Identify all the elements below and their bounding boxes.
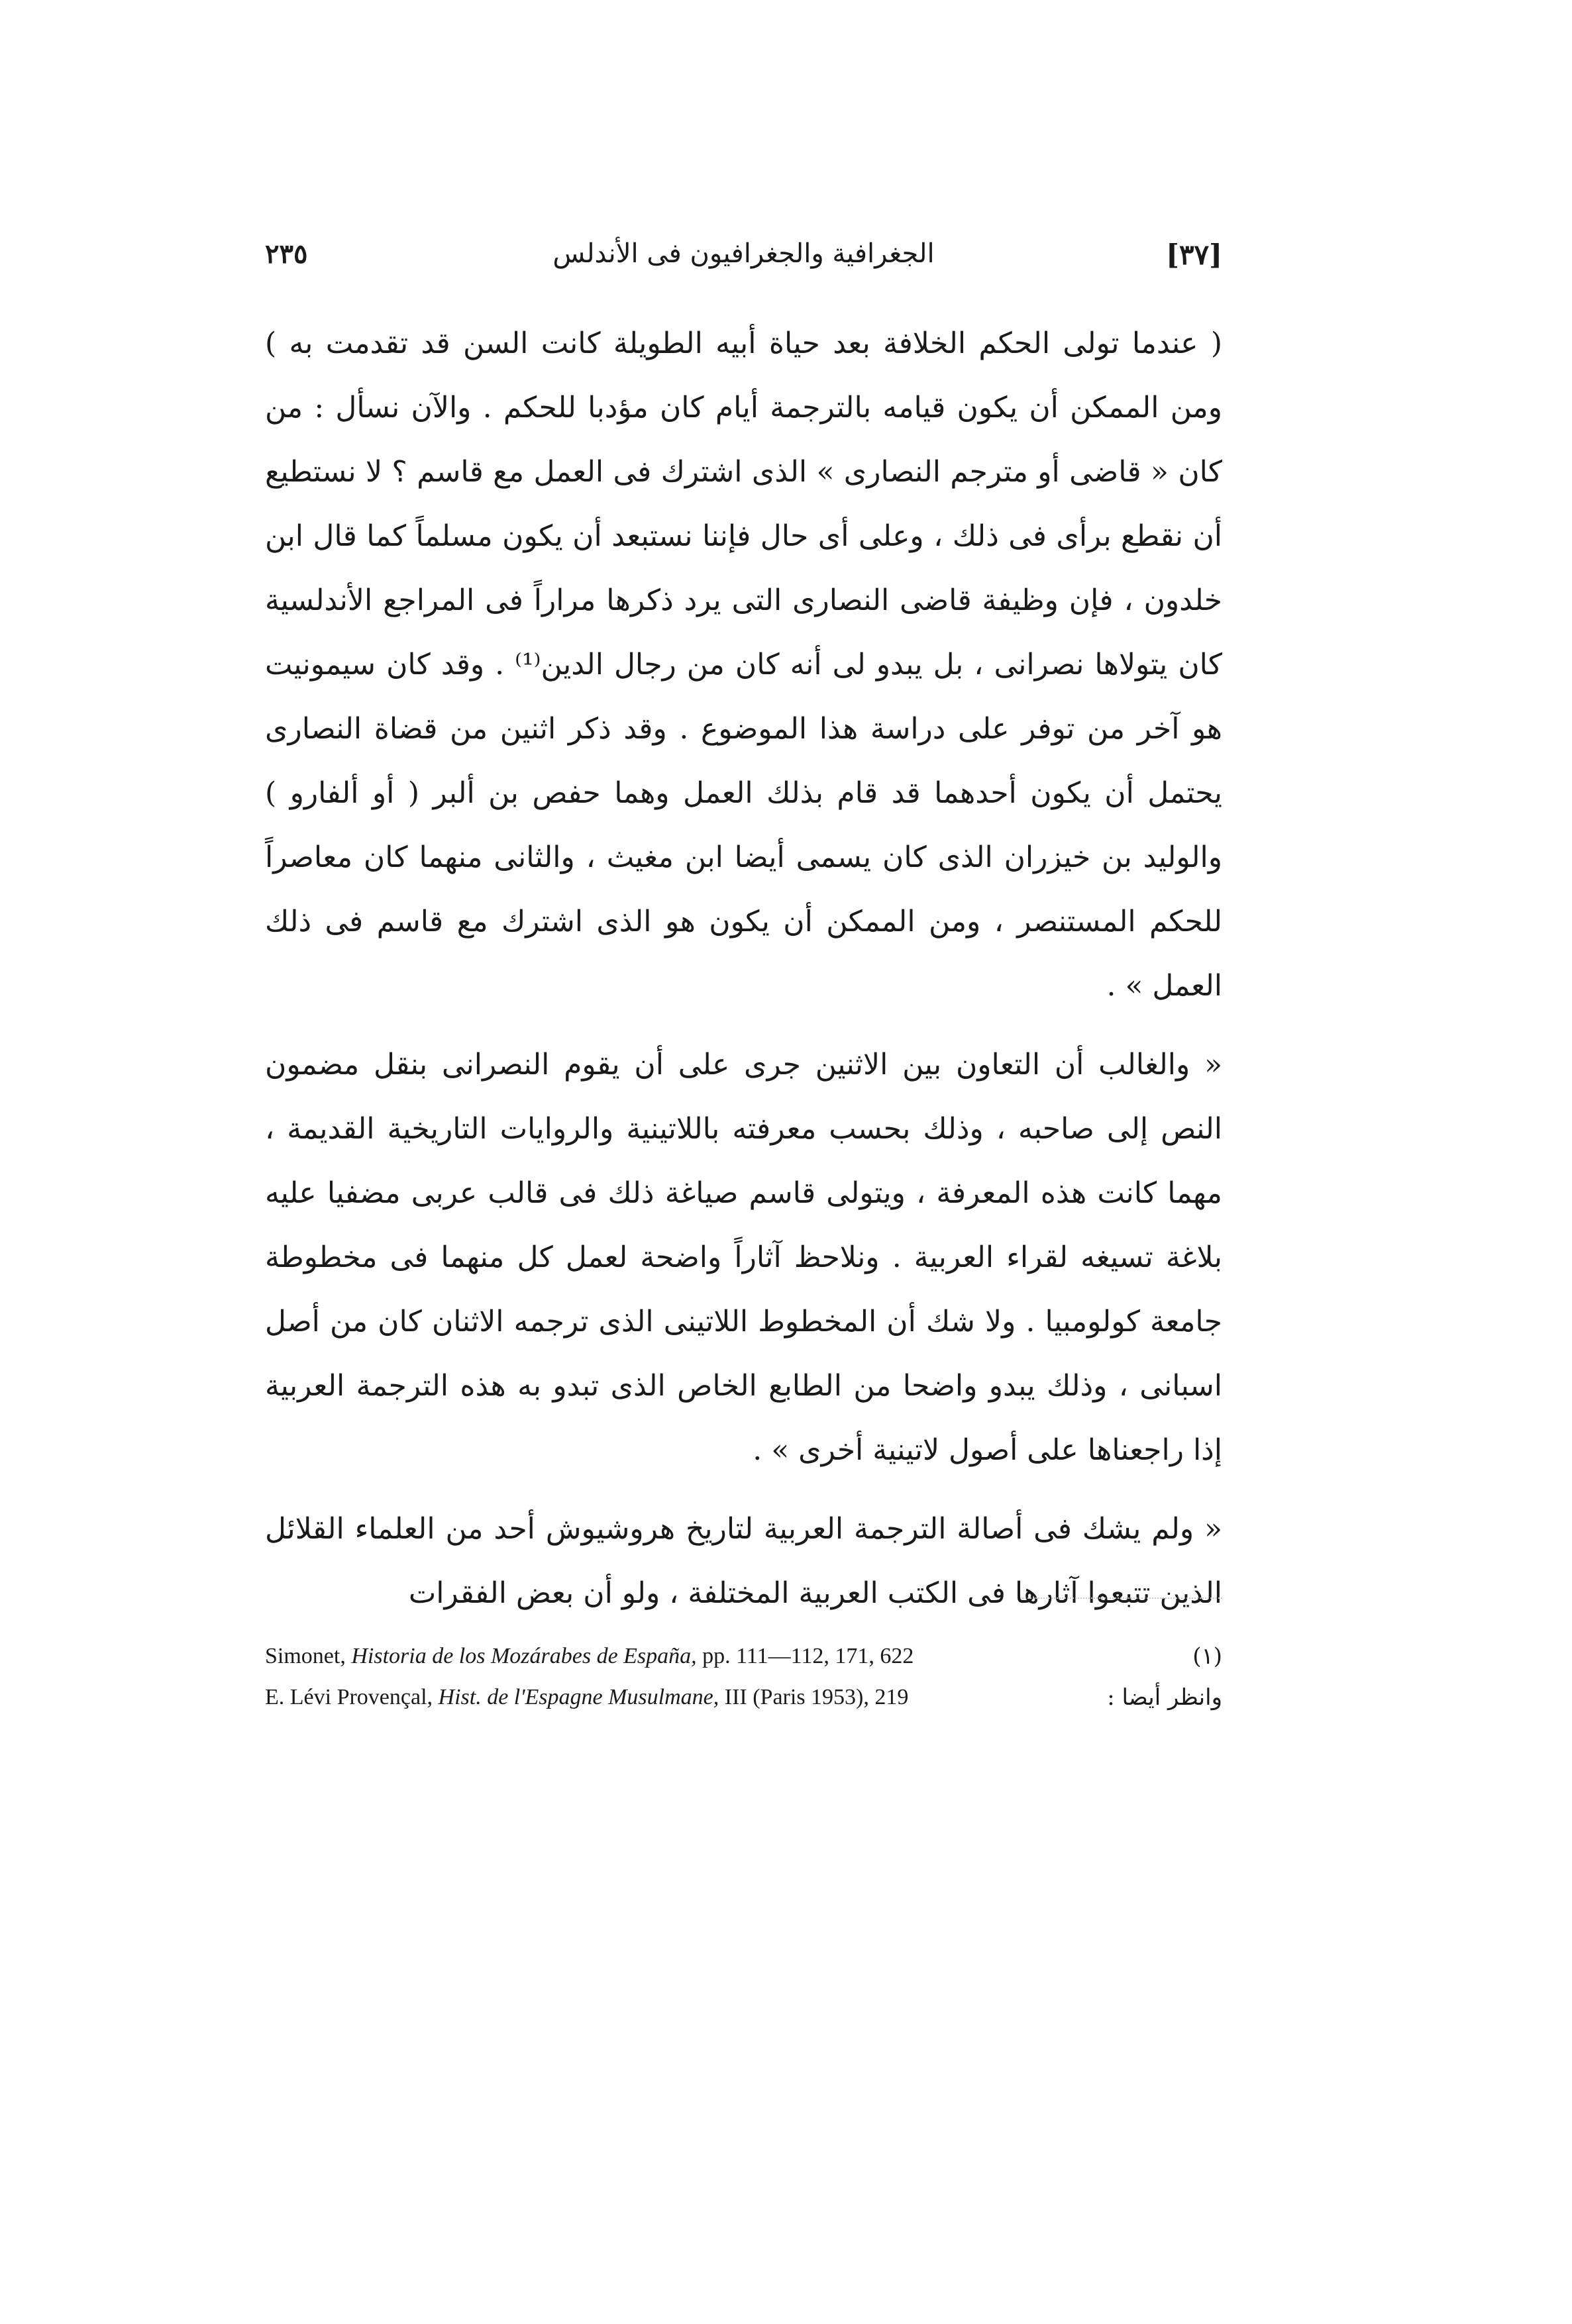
footnote-1 [265, 1636, 1222, 1677]
footnote-details: III (Paris 1953), 219 [724, 1685, 909, 1709]
footnote-work-title: Historia de los Mozárabes de España, [351, 1644, 697, 1668]
footnote-separator [1020, 1597, 1222, 1599]
page-number: ٢٣٥ [265, 238, 308, 270]
footnote-author: E. Lévi Provençal, [265, 1685, 433, 1709]
paragraph-3: « ولم يشك فى أصالة الترجمة العربية لتاريخ هروشيوش أحد من العلماء القلائل الذين تتبعوا آثارها فى الكتب العربية المختلفة ، ولو أن بعض الفقرات [265, 1512, 1222, 1610]
footnote-work-title: Hist. de l'Espagne Musulmane, [438, 1685, 719, 1709]
main-text [265, 311, 1222, 1625]
footnote-details: pp. 111—112, 171, 622 [702, 1644, 914, 1668]
footnote-marker: (١) [1192, 1643, 1222, 1670]
section-number: [٣٧] [1166, 238, 1222, 271]
footnote-citation [265, 1677, 908, 1718]
footnotes [265, 1636, 1222, 1718]
footnote-citation [265, 1636, 914, 1677]
paragraph-1: ( عندما تولى الحكم الخلافة بعد حياة أبيه الطويلة كانت السن قد تقدمت به ) ومن الممكن أن يكون قيامه بالترجمة أيام كان مؤدبا للحكم . والآن نسأل : من كان « قاضى أو مترجم النصارى » الذى اشترك فى العمل مع قاسم ؟ لا نستطيع أن نقطع برأى فى ذلك ، وعلى أى حال فإننا نستبعد أن يكون مسلماً كما قال ابن خلدون ، فإن وظيفة قاضى النصارى التى يرد ذكرها مراراً فى المراجع الأندلسية كان يتولاها نصرانى ، بل يبدو لى أنه كان من رجال الدين⁽¹⁾ . وقد كان سيمونيت هو آخر من توفر على دراسة هذا الموضوع . وقد ذكر اثنين من قضاة النصارى يحتمل أن يكون أحدهما قد قام بذلك العمل وهما حفص بن ألبر ( أو ألفارو ) والوليد بن خيزران الذى كان يسمى أيضا ابن مغيث ، والثانى منهما كان معاصراً للحكم المستنصر ، ومن الممكن أن يكون هو الذى اشترك مع قاسم فى ذلك العمل » . [265, 327, 1222, 1003]
paragraph-2: « والغالب أن التعاون بين الاثنين جرى على أن يقوم النصرانى بنقل مضمون النص إلى صاحبه ، وذلك بحسب معرفته باللاتينية والروايات التاريخية القديمة ، مهما كانت هذه المعرفة ، ويتولى قاسم صياغة ذلك فى قالب عربى مضفيا عليه بلاغة تسيغه لقراء العربية . ونلاحظ آثاراً واضحة لعمل كل منهما فى مخطوطة جامعة كولومبيا . ولا شك أن المخطوط اللاتينى الذى ترجمه الاثنان كان من أصل اسبانى ، وذلك يبدو واضحا من الطابع الخاص الذى تبدو به هذه الترجمة العربية إذا راجعناها على أصول لاتينية أخرى » . [265, 1048, 1222, 1467]
footnote-author: Simonet, [265, 1644, 346, 1668]
footnote-see-also: وانظر أيضا : [1107, 1684, 1222, 1711]
page-header [265, 238, 1222, 291]
running-title: الجغرافية والجغرافيون فى الأندلس [552, 238, 935, 269]
footnote-2 [265, 1677, 1222, 1718]
